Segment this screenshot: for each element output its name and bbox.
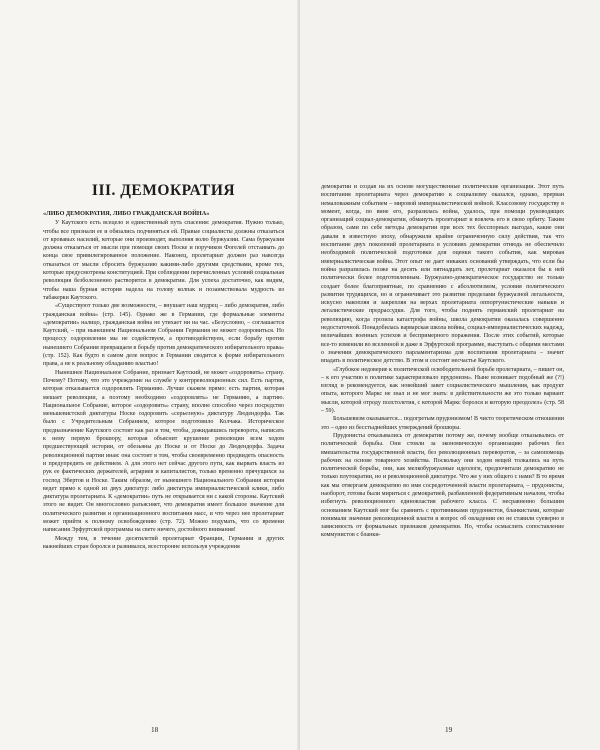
section-heading: «ЛИБО ДЕМОКРАТИЯ, ЛИБО ГРАЖДАНСКАЯ ВОЙНА» bbox=[43, 210, 210, 217]
paragraph: демократии и создав на их основе могущественные политические организации. Этот путь воспитания пролетариата через демократию к социализму оказался, однако, прерван немаловажным событием – мировой империалистической войной. Классовому государству в момент, когда, по вине его, разразилась война, удалось, при помощи руководящих организаций социал-демократии, обмануть пролетариат и вовлечь его в свою орбиту. Таким образом, сами по себе методы демократии при всех тех бесспорных выгодах, какие они давали в известную эпоху, обнаружили крайне ограниченную силу действия, так что воспитание двух поколений пролетариата в условиях демократии отнюдь не обеспечило необходимой политической подготовки для оценки такого события, как мировая империалистическая война. Этот опыт не дает никаких оснований утверждать, что если бы война разразилась позже на десять или пятнадцать лет, пролетариат оказался бы к ней политически более подготовленным. Буржуазно-демократическое государство не только создает более благоприятные, по сравнению с абсолютизмом, условия политического развития трудящихся, но и ограничивает это развитие пределами буржуазной легальности, искусно накопляя и закрепляя на верхах пролетариата оппортунистические навыки и легалистические предрассудки. Для того, чтобы поднять германский пролетариат на революцию, когда грозила катастрофа войны, школа демократии оказалась совершенно недостаточной. Понадобилась варварская школа войны, социал-империалистических надежд, величайших военных успехов и беспримерного поражения. После этих событий, которые все-то изменили во вселенной и даже в Эрфуртской программе, выступать с общими местами о значении демократического парламентаризма для воспитания пролетариата – значит впадать в политическое детство. В этом и состоит несчастье Каутского. bbox=[321, 184, 564, 365]
paragraph: У Каутского есть всецело и единственный путь спасения: демократия. Нужно только, чтобы все признали ее и обязались подчиняться ей. Правые социалисты должны отказаться от кровавых насилий, которые они производят, выполняя волю буржуазии. Сама буржуазия должна отказаться от мысли при помощи своих Носке и поручиков Фогелей отстаивать до конца свое привилегированное положение. Наконец, пролетариат должен раз навсегда отказаться от мысли сбросить буржуазию какими-либо другими средствами, кроме тех, которые предусмотрены конституцией. При соблюдении перечисленных условий социальная революция безболезненно растворится в демократии. Для успеха достаточно, как видим, чтобы наша бурная история надела на голову колпак и позаимствовала мудрость из табакерки Каутского. bbox=[43, 220, 284, 301]
paragraph: Между тем, в течение десятилетий пролетариат Франции, Германии и других важнейших стран боролся и развивался, всесторонне используя учреждения bbox=[43, 535, 284, 550]
paragraph: Большевизм оказывается... подогретым прудонизмом! В чисто теоретическом отношении это – одно из бесстыднейших утверждений брошюры. bbox=[321, 416, 564, 431]
chapter-title: III. ДЕМОКРАТИЯ bbox=[91, 182, 236, 199]
right-page bbox=[300, 0, 600, 750]
paragraph: Нынешнее Национальное Собрание, признает Каутский, не может «оздоровить» страну. Почему? Потому, что это учреждение на службе у контрреволюционных сил. Есть партия, которая отказывается оздоровлять Германию. Лучше скажем прямо: есть партия, которая мешает революции, а поэтому необходимо «оздоровлять» не Германию, а партию. Национальное Собрание, которое «оздоровить» страну, вполне способно через посредство меньшевистской диктатуры Носке оздоровить «серьезную» диктатуру Людендорфа. Так было с Учредительным Собранием, которое подготовило Колчака. Историческое предназначение Каутского состоит как раз в том, чтобы, дожидавшись переворота, написать к нему первую брошюру, которая объяснит крушение революции всем ходом предшествующей истории, от обезьяны до Носке и от Носке до Людендорфа. Задача революционной партии иная: она состоит в том, чтобы своевременно предвидеть опасность и предупредить ее действием. А для этого нет сейчас другого пути, как вырвать власть из рук ее фактических держателей, аграриев и капиталистов, только временно прячущихся за господ Эбертов и Носке. Таким образом, от нынешнего Национального Собрания история ведет прямо к одной из двух диктатур: либо диктатура империалистической клики, либо диктатура пролетариата. К «демократии» путь не открывается ни с какой стороны. Каутский этого не видит. Он многословно разъясняет, что демократия имеет большое значение для политического развития и организационного воспитания масс, и что через нее пролетариат может прийти к полному освобождению (стр. 72). Можно подумать, что со времени написания Эрфуртской программы на свете ничего, достойного внимания! bbox=[43, 369, 284, 534]
paragraph: Прудонисты отказывались от демократии потому же, почему вообще отказывались от политической борьбы. Они стояли за экономическую организацию рабочих без вмешательства государственной власти, без революционных переворотов, – за самопомощь рабочих на основе товарного хозяйства. Поскольку они ходом вещей толкались на путь политической борьбы, они, как мелкобуржуазные идеологи, предпочитали демократию не только плутократии, но и революционной диктатуре. Что же у них общего с нами? В то время как мы отвергаем демократию во имя сосредоточенной власти пролетариата, – прудонисты, наоборот, готовы были мириться с демократией, разбавленной федеративным началом, чтобы избегнуть революционного единовластия рабочего класса. С несравненно большим основанием Каутский мог бы сравнить с противниками прудонистов, бланкистами, которые понимали значение революционной власти и вопрос об овладении ею не ставили суеверно в зависимость от формальных признаков демократии. Но, чтобы осмыслить сопоставление коммунистов с бланки- bbox=[321, 432, 564, 539]
page-number: 19 bbox=[445, 726, 453, 734]
paragraph: «Существуют только две возможности, – внушает наш мудрец – либо демократия, либо гражданская война» (стр. 145). Однако же в Германии, где формальные элементы «демократии» налицо, гражданская война не утихает ни на час. «Безусловно, – соглашается Каутский, – при нынешнем Национальном Собрании Германия не может оздоровиться. Но процессу оздоровления мы не содействуем, а противодействуем, если борьбу против нынешнего Собрания превращаем в борьбу против демократического избирательного права» (стр. 152). Как будто в самом деле вопрос в Германии сводится к форме избирательного права, а не к реальному обладанию властью! bbox=[43, 303, 284, 368]
page-number: 18 bbox=[151, 726, 159, 734]
paragraph: «Глубокое недоверие к политической освободительной борьбе пролетариата, – пишет он, – к его участию в политике характеризовало прудонизм». Ныне возникает подобный же (?!) взгляд и рекомендуется, как новейший завет социалистического мышления, как продукт опыта, которого Маркс не знал и не мог знать: в действительности же это только вариант мысли, которой отроду полстолетия, с которой Маркс боролся и которую преодолел» (стр. 58 – 59). bbox=[321, 366, 564, 415]
